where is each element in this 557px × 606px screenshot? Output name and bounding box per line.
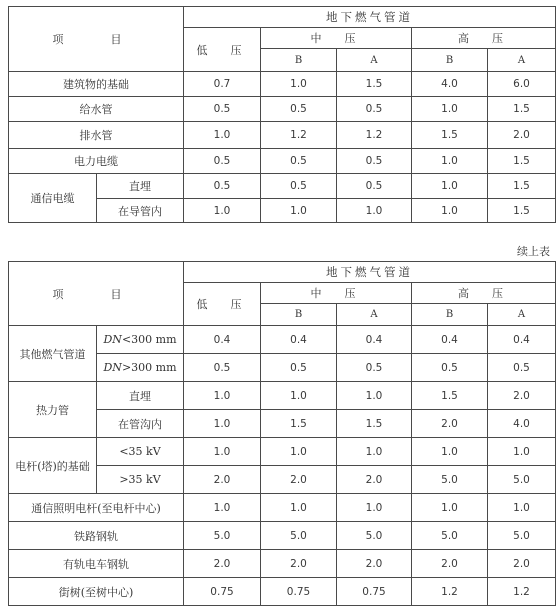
value-cell: 1.0	[412, 494, 488, 522]
value-cell: 0.4	[412, 326, 488, 354]
value-cell: 1.0	[412, 97, 488, 122]
row-item-label: 电杆(塔)的基础	[9, 438, 97, 494]
value-cell: 1.2	[337, 122, 412, 149]
value-cell: 0.5	[412, 354, 488, 382]
row-sub-label: 在导管内	[97, 199, 184, 223]
value-cell: 1.0	[184, 494, 261, 522]
value-cell: 5.0	[261, 522, 337, 550]
value-cell: 1.0	[412, 199, 488, 223]
high-a-header: A	[488, 304, 556, 326]
value-cell: 0.5	[184, 97, 261, 122]
row-item-label: 热力管	[9, 382, 97, 438]
value-cell: 5.0	[488, 522, 556, 550]
table-row	[9, 72, 556, 97]
table-row	[9, 494, 556, 522]
value-cell: 1.0	[337, 199, 412, 223]
value-cell: 0.5	[261, 149, 337, 174]
table-row	[9, 122, 556, 149]
value-cell: 0.5	[184, 149, 261, 174]
value-cell: 2.0	[184, 550, 261, 578]
high-b-header: B	[412, 49, 488, 72]
value-cell: 0.75	[261, 578, 337, 606]
value-cell: 1.0	[184, 382, 261, 410]
table-row	[9, 578, 556, 606]
distance-table-part-1	[8, 6, 556, 223]
value-cell: 0.5	[488, 354, 556, 382]
value-cell: 1.5	[488, 174, 556, 199]
high-a-header: A	[488, 49, 556, 72]
value-cell: 5.0	[488, 466, 556, 494]
value-cell: 5.0	[412, 466, 488, 494]
value-cell: 1.0	[261, 494, 337, 522]
value-cell: 1.0	[488, 438, 556, 466]
value-cell: 2.0	[412, 410, 488, 438]
value-cell: 0.5	[337, 149, 412, 174]
mid-a-header: A	[337, 304, 412, 326]
row-sub-label: DN<300 mm	[97, 326, 184, 354]
high-b-header: B	[412, 304, 488, 326]
gas-pipe-group-header: 地下燃气管道	[184, 262, 556, 283]
value-cell: 1.5	[488, 199, 556, 223]
value-cell: 1.0	[412, 149, 488, 174]
table-row	[9, 326, 556, 354]
mid-b-header: B	[261, 304, 337, 326]
high-pressure-header: 高 压	[412, 28, 556, 49]
value-cell: 1.2	[488, 578, 556, 606]
value-cell: 1.0	[337, 438, 412, 466]
value-cell: 0.75	[184, 578, 261, 606]
value-cell: 2.0	[337, 550, 412, 578]
value-cell: 5.0	[337, 522, 412, 550]
row-sub-label: 直埋	[97, 174, 184, 199]
mid-pressure-header: 中 压	[261, 28, 412, 49]
value-cell: 0.4	[337, 326, 412, 354]
value-cell: 2.0	[337, 466, 412, 494]
value-cell: 1.0	[261, 72, 337, 97]
value-cell: 1.5	[261, 410, 337, 438]
table-row	[9, 522, 556, 550]
item-header: 项 目	[9, 262, 184, 326]
value-cell: 2.0	[488, 122, 556, 149]
value-cell: 1.0	[184, 199, 261, 223]
value-cell: 1.0	[412, 438, 488, 466]
value-cell: 0.4	[184, 326, 261, 354]
value-cell: 1.2	[261, 122, 337, 149]
row-sub-label: <35 kV	[97, 438, 184, 466]
mid-b-header: B	[261, 49, 337, 72]
continued-label: 续上表	[517, 245, 550, 258]
value-cell: 1.0	[261, 438, 337, 466]
row-item-label: 建筑物的基础	[9, 72, 184, 97]
row-item-label: 有轨电车钢轨	[9, 550, 184, 578]
item-header: 项 目	[9, 7, 184, 72]
value-cell: 0.5	[184, 174, 261, 199]
value-cell: 4.0	[488, 410, 556, 438]
value-cell: 4.0	[412, 72, 488, 97]
value-cell: 1.0	[261, 199, 337, 223]
row-sub-label: 在管沟内	[97, 410, 184, 438]
value-cell: 1.0	[184, 122, 261, 149]
value-cell: 2.0	[184, 466, 261, 494]
low-pressure-header: 低 压	[184, 28, 261, 72]
value-cell: 1.5	[337, 410, 412, 438]
value-cell: 0.5	[337, 174, 412, 199]
row-item-label: 通信照明电杆(至电杆中心)	[9, 494, 184, 522]
row-sub-label: 直埋	[97, 382, 184, 410]
row-sub-label: >35 kV	[97, 466, 184, 494]
row-item-label: 通信电缆	[9, 174, 97, 223]
value-cell: 0.5	[337, 354, 412, 382]
value-cell: 1.5	[412, 382, 488, 410]
value-cell: 2.0	[261, 466, 337, 494]
mid-pressure-header: 中 压	[261, 283, 412, 304]
table-row	[9, 149, 556, 174]
value-cell: 5.0	[184, 522, 261, 550]
value-cell: 0.5	[184, 354, 261, 382]
table-row	[9, 174, 556, 199]
value-cell: 1.0	[184, 410, 261, 438]
table-row	[9, 97, 556, 122]
distance-table-part-2	[8, 261, 556, 606]
value-cell: 0.5	[261, 174, 337, 199]
gas-pipe-group-header: 地下燃气管道	[184, 7, 556, 28]
value-cell: 0.7	[184, 72, 261, 97]
value-cell: 0.4	[261, 326, 337, 354]
value-cell: 1.5	[488, 149, 556, 174]
value-cell: 0.5	[261, 354, 337, 382]
row-item-label: 街树(至树中心)	[9, 578, 184, 606]
value-cell: 2.0	[412, 550, 488, 578]
value-cell: 1.0	[412, 174, 488, 199]
value-cell: 1.0	[488, 494, 556, 522]
value-cell: 0.5	[261, 97, 337, 122]
row-sub-label: DN>300 mm	[97, 354, 184, 382]
value-cell: 2.0	[261, 550, 337, 578]
value-cell: 1.0	[337, 382, 412, 410]
row-item-label: 电力电缆	[9, 149, 184, 174]
row-item-label: 其他燃气管道	[9, 326, 97, 382]
mid-a-header: A	[337, 49, 412, 72]
value-cell: 6.0	[488, 72, 556, 97]
table-row	[9, 438, 556, 466]
value-cell: 1.5	[337, 72, 412, 97]
row-item-label: 铁路钢轨	[9, 522, 184, 550]
value-cell: 1.5	[488, 97, 556, 122]
value-cell: 1.0	[337, 494, 412, 522]
table-row	[9, 382, 556, 410]
value-cell: 2.0	[488, 550, 556, 578]
row-item-label: 给水管	[9, 97, 184, 122]
value-cell: 0.75	[337, 578, 412, 606]
low-pressure-header: 低 压	[184, 283, 261, 326]
value-cell: 1.0	[261, 382, 337, 410]
table-row	[9, 550, 556, 578]
value-cell: 0.5	[337, 97, 412, 122]
value-cell: 1.0	[184, 438, 261, 466]
value-cell: 5.0	[412, 522, 488, 550]
value-cell: 2.0	[488, 382, 556, 410]
high-pressure-header: 高 压	[412, 283, 556, 304]
row-item-label: 排水管	[9, 122, 184, 149]
value-cell: 1.2	[412, 578, 488, 606]
value-cell: 0.4	[488, 326, 556, 354]
value-cell: 1.5	[412, 122, 488, 149]
